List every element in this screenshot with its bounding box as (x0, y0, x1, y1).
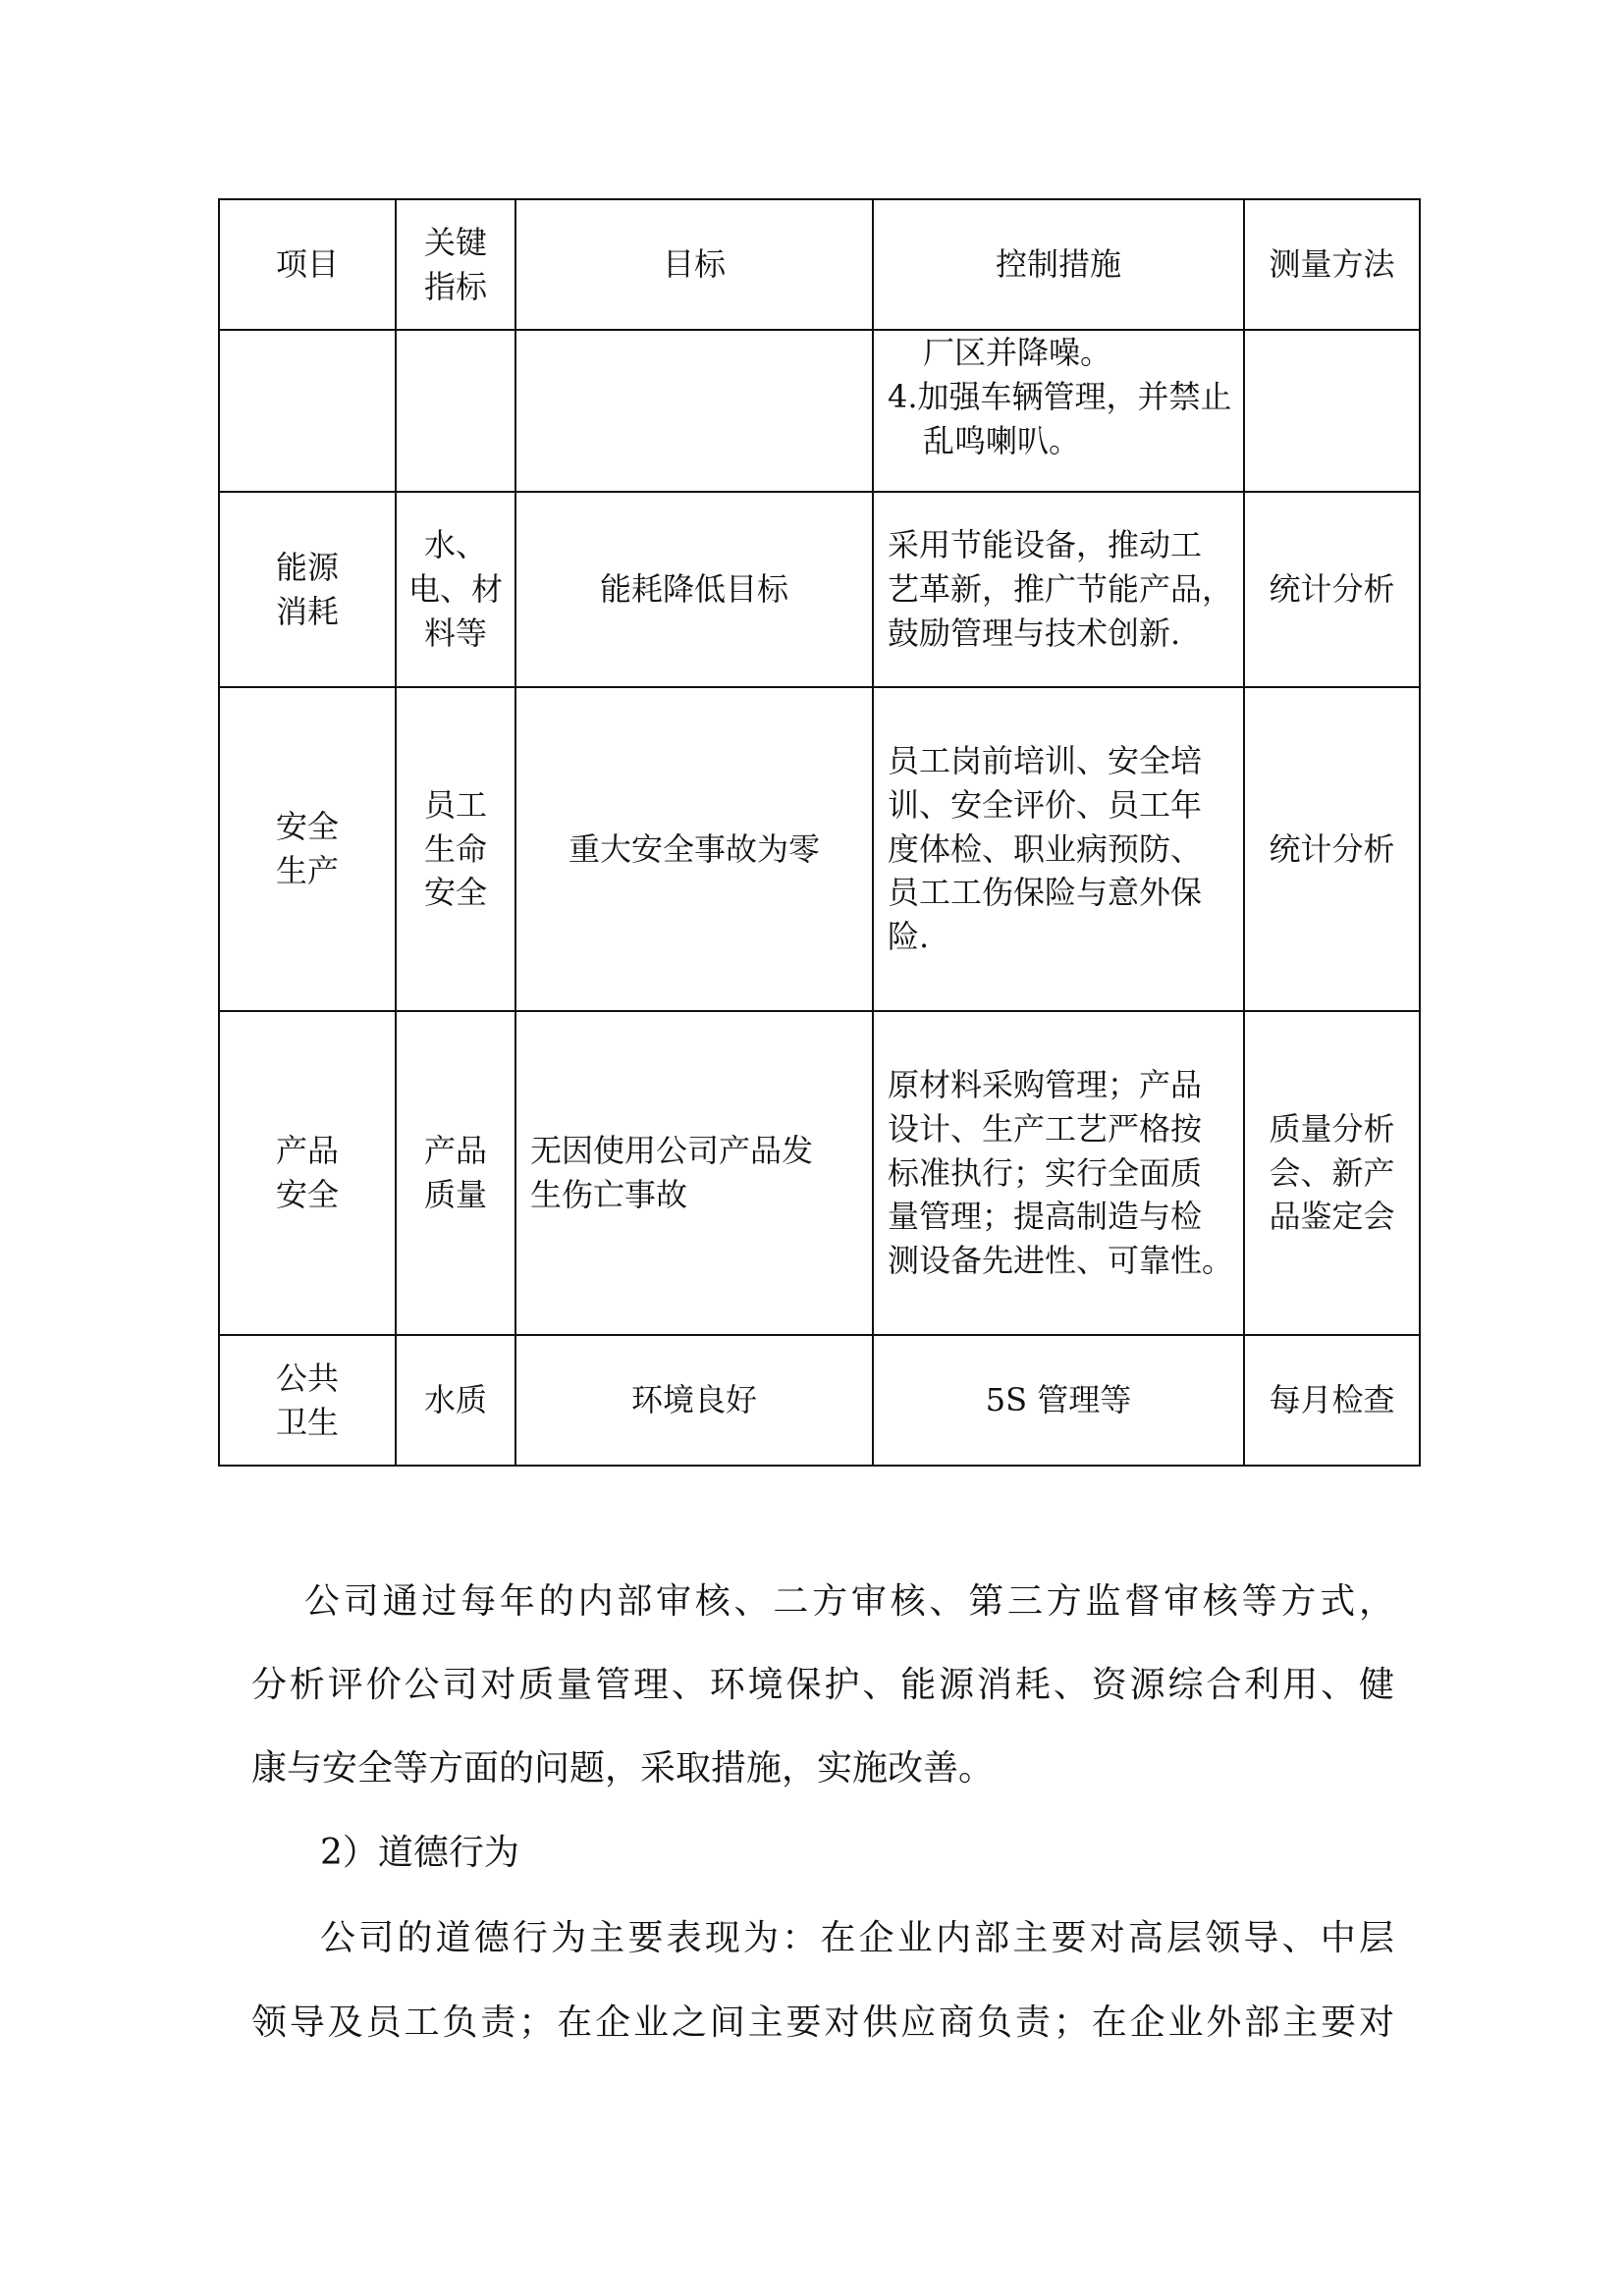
table-cell-item (219, 687, 396, 1011)
cell-line: 水质 (423, 1381, 487, 1419)
measure-line: 原材料采购管理；产品 (888, 1066, 1203, 1103)
table-cell-method (1244, 1335, 1420, 1466)
measure-line: 标准执行；实行全面质 (888, 1153, 1203, 1192)
header-item: 项目 (219, 199, 396, 330)
measure-line: 员工工伤保险与意外保 (888, 874, 1203, 912)
table-row-continued (219, 330, 1420, 492)
measure-line: 员工岗前培训、安全培 (888, 742, 1203, 779)
cell-line: 质量 (423, 1176, 487, 1213)
cell-line: 安全 (275, 1176, 339, 1213)
table-cell-item (219, 1011, 396, 1335)
paragraph-line: 公司通过每年的内部审核、二方审核、第三方监督审核等方式， (304, 1581, 1394, 1622)
table-row (219, 687, 1420, 1011)
table-cell-item (219, 492, 396, 687)
cell-line: 环境良好 (630, 1381, 757, 1419)
cell-line: 产品 (423, 1132, 487, 1170)
paragraph-line: 领导及员工负责；在企业之间主要对供应商负责；在企业外部主要对 (251, 2002, 1394, 2043)
table-cell-empty (1244, 330, 1420, 492)
table-cell-indicator (396, 1335, 515, 1466)
table-cell-indicator (396, 687, 515, 1011)
cell-line: 能源 (275, 548, 339, 586)
measure-line: 训、安全评价、员工年 (888, 785, 1203, 824)
measure-line: 乱鸣喇叭。 (923, 421, 1081, 459)
measure-line: 量管理；提高制造与检 (888, 1198, 1203, 1236)
cell-line: 生产 (275, 852, 339, 889)
header-key-indicator-line: 指标 (423, 267, 487, 305)
objectives-table (218, 198, 1421, 1467)
paragraph-line: 康与安全等方面的问题，采取措施，实施改善。 (251, 1748, 995, 1789)
table-cell-target (515, 1011, 873, 1335)
table-cell-empty (515, 330, 873, 492)
table-cell-method (1244, 1011, 1420, 1335)
table-row (219, 1011, 1420, 1335)
cell-line: 产品 (275, 1132, 339, 1170)
cell-line: 安全 (423, 874, 487, 912)
table-cell-target (515, 1335, 873, 1466)
cell-line: 质量分析 (1269, 1109, 1395, 1148)
table-cell-measures (873, 330, 1244, 492)
measure-line: 险. (888, 918, 930, 956)
cell-line: 员工 (423, 785, 487, 824)
cell-line: 电、材 (407, 570, 503, 609)
measure-line: 鼓励管理与技术创新. (888, 614, 1181, 652)
table-row (219, 492, 1420, 687)
cell-line: 统计分析 (1269, 570, 1395, 609)
table-cell-measures (873, 1011, 1244, 1335)
cell-line: 会、新产 (1269, 1153, 1395, 1192)
measure-line: 厂区并降噪。 (923, 334, 1112, 371)
section-heading: 2）道德行为 (320, 1833, 519, 1873)
table-cell-method (1244, 492, 1420, 687)
table-cell-measures (873, 687, 1244, 1011)
cell-line: 能耗降低目标 (599, 570, 788, 609)
header-target: 目标 (515, 199, 873, 330)
cell-line: 公共 (275, 1359, 339, 1397)
table-cell-measures (873, 492, 1244, 687)
cell-line: 卫生 (275, 1403, 339, 1441)
cell-line: 生命 (423, 829, 487, 868)
measure-line: 测设备先进性、可靠性。 (888, 1242, 1234, 1280)
cell-line: 品鉴定会 (1269, 1198, 1395, 1236)
header-measures: 控制措施 (873, 199, 1244, 330)
table-cell-indicator (396, 1011, 515, 1335)
table-cell-empty (219, 330, 396, 492)
table-header-row (219, 199, 1420, 330)
measure-line: 采用节能设备，推动工 (888, 526, 1203, 564)
cell-line: 统计分析 (1269, 829, 1395, 868)
measure-line: 4.加强车辆管理，并禁止 (888, 377, 1232, 415)
cell-line: 料等 (423, 614, 487, 652)
table-cell-target (515, 687, 873, 1011)
measure-line: 艺革新，推广节能产品， (888, 570, 1234, 609)
cell-line: 水、 (423, 526, 487, 564)
header-key-indicator-line: 关键 (423, 223, 487, 261)
table-row (219, 1335, 1420, 1466)
measure-line: 5S 管理等 (985, 1381, 1132, 1419)
header-method: 测量方法 (1244, 199, 1420, 330)
table-cell-indicator (396, 492, 515, 687)
measure-line: 度体检、职业病预防、 (888, 829, 1203, 868)
paragraph-line: 公司的道德行为主要表现为：在企业内部主要对高层领导、中层 (320, 1918, 1394, 1958)
header-key-indicator (396, 199, 515, 330)
table-cell-target (515, 492, 873, 687)
cell-line: 安全 (275, 808, 339, 846)
table-cell-method (1244, 687, 1420, 1011)
table-cell-item (219, 1335, 396, 1466)
table-cell-measures (873, 1335, 1244, 1466)
table-cell-empty (396, 330, 515, 492)
cell-line: 重大安全事故为零 (568, 829, 820, 868)
cell-line: 消耗 (275, 592, 339, 630)
cell-line: 生伤亡事故 (530, 1176, 688, 1213)
cell-line: 无因使用公司产品发 (530, 1132, 814, 1170)
cell-line: 每月检查 (1269, 1381, 1395, 1419)
measure-line: 设计、生产工艺严格按 (888, 1109, 1203, 1148)
paragraph-line: 分析评价公司对质量管理、环境保护、能源消耗、资源综合利用、健 (251, 1665, 1394, 1705)
